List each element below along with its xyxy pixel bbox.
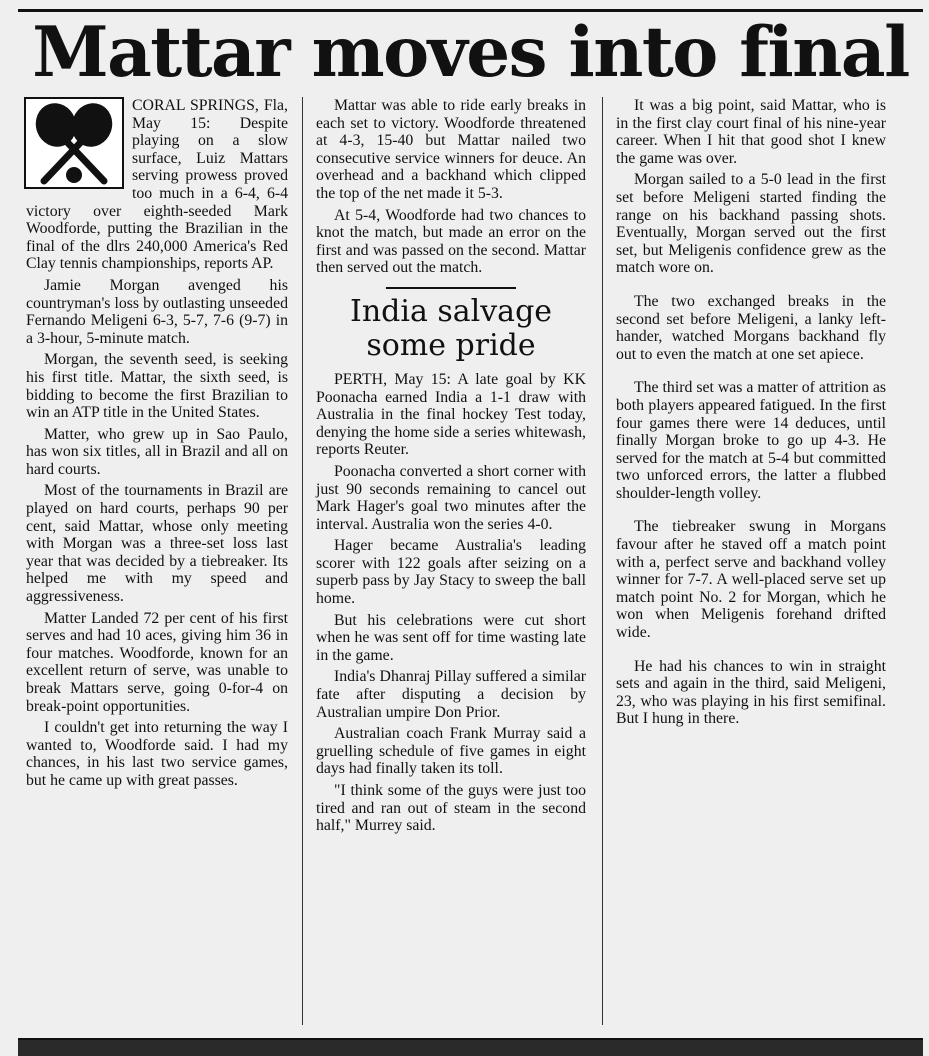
section-rule — [386, 287, 516, 289]
article-1-para-13: The tiebreaker swung in Morgans favour after he staved off a match point with a, perfect serve and backhand volley winner for 7-7. A well-placed serve set up match point No. 2 for Morgan, which he won when Meligenis forehand drifted wide. — [616, 518, 886, 642]
article-2-para-1: Poonacha converted a short corner with just 90 seconds remaining to cancel out Mark Hager's goal two minutes after the interval. Australia won the series 4-0. — [316, 462, 586, 533]
article-1-para-2: Morgan, the seventh seed, is seeking his first title. Mattar, the sixth seed, is bidding to become the first Brazilian to win an ATP title in the United States. — [26, 351, 288, 422]
article-1-para-3: Matter, who grew up in Sao Paulo, has won six titles, all in Brazil and all on hard courts. — [26, 425, 288, 478]
tennis-rackets-icon — [24, 97, 124, 189]
article-2-para-4: India's Dhanraj Pillay suffered a similar fate after disputing a decision by Australian umpire Don Prior. — [316, 668, 586, 721]
article-1-para-9: It was a big point, said Mattar, who is in the first clay court final of his nine-year career. When I hit that good shot I knew the game was over. — [616, 97, 886, 167]
article-2-para-3: But his celebrations were cut short when he was sent off for time wasting late in the game. — [316, 611, 586, 664]
article-2-para-2: Hager became Australia's leading scorer with 122 goals after seizing on a superb pass by Jay Stacy to sweep the ball home. — [316, 537, 586, 608]
article-2-para-6: "I think some of the guys were just too tired and ran out of steam in the second half," Murrey said. — [316, 782, 586, 835]
column-1 — [26, 97, 288, 794]
article-1-para-7: Mattar was able to ride early breaks in each set to victory. Woodforde threatened at 4-3, 15-40 but Mattar nailed two consecutive service winners for deuce. An overhead and a backhand which clipped the top of the net made it 5-3. — [316, 97, 586, 202]
article-1-para-14: He had his chances to win in straight sets and again in the third, said Meligeni, 23, who was playing in his first semifinal. But I hung in there. — [616, 657, 886, 728]
column-3 — [616, 97, 886, 732]
article-1-para-10: Morgan sailed to a 5-0 lead in the first set before Meligeni started finding the range on his backhand passing shots. Eventually, Morgan served out the first set, but Meligenis confidence grew as the match wore on. — [616, 171, 886, 277]
dateline: CORAL SPRINGS, Fla, May 15: — [132, 97, 288, 132]
sub-headline: India salvage some pride — [349, 293, 553, 363]
article-1-para-0: CORAL SPRINGS, Fla, May 15: Despite playing on a slow surface, Luiz Mattars serving prowess proved too much in a 6-4, 6-4 victory over eighth-seeded Mark Woodforde, putting the Brazilian in the final of the dlrs 240,000 America's Red Clay tennis championships, reports AP. — [26, 97, 288, 273]
article-1-para-1: Jamie Morgan avenged his countryman's loss by outlasting unseeded Fernando Meligeni 6-3, 5-7, 7-6 (9-7) in a 3-hour, 5-minute match. — [26, 276, 288, 347]
column-2 — [316, 97, 586, 839]
headline: Mattar moves into final — [32, 12, 909, 93]
article-1-para-12: The third set was a matter of attrition as both players appeared fatigued. In the first four games there were 14 deduces, until finally Morgan broke to go up 4-3. He served for the match at 5-4 but committed two unforced errors, the latter a flubbed shoulder-length volley. — [616, 379, 886, 502]
top-strip — [18, 0, 923, 9]
article-1-para-11: The two exchanged breaks in the second set before Meligeni, a lanky left-hander, watched Morgans backhand fly out to even the match at one set apiece. — [616, 292, 886, 363]
article-1-para-4: Most of the tournaments in Brazil are played on hard courts, perhaps 90 per cent, said Mattar, whose only meeting with Morgan was a three-set loss last year that was decided by a tiebreaker. Its helped me with my speed and aggressiveness. — [26, 482, 288, 606]
bottom-bar — [18, 1038, 923, 1056]
article-2-para-0: PERTH, May 15: A late goal by KK Poonacha earned India a 1-1 draw with Australia in the final hockey Test today, denying the home side a series whitewash, reports Reuter. — [316, 370, 586, 459]
article-2-para-5: Australian coach Frank Murray said a gruelling schedule of five games in eight days had finally taken its toll. — [316, 725, 586, 778]
article-1-para-6: I couldn't get into returning the way I wanted to, Woodforde said. I had my chances, in his last two service games, but he came up with great passes. — [26, 719, 288, 789]
column-divider — [602, 97, 603, 1025]
article-1-para-8: At 5-4, Woodforde had two chances to knot the match, but made an error on the first and was passed on the second. Mattar then served out the match. — [316, 206, 586, 277]
column-divider — [302, 97, 303, 1025]
article-1-para-5: Matter Landed 72 per cent of his first serves and had 10 aces, giving him 36 in four matches. Woodforde, known for an excellent return of serve, was unable to break Mattars serve, going 0-for-4 on break-point opportunities. — [26, 609, 288, 715]
